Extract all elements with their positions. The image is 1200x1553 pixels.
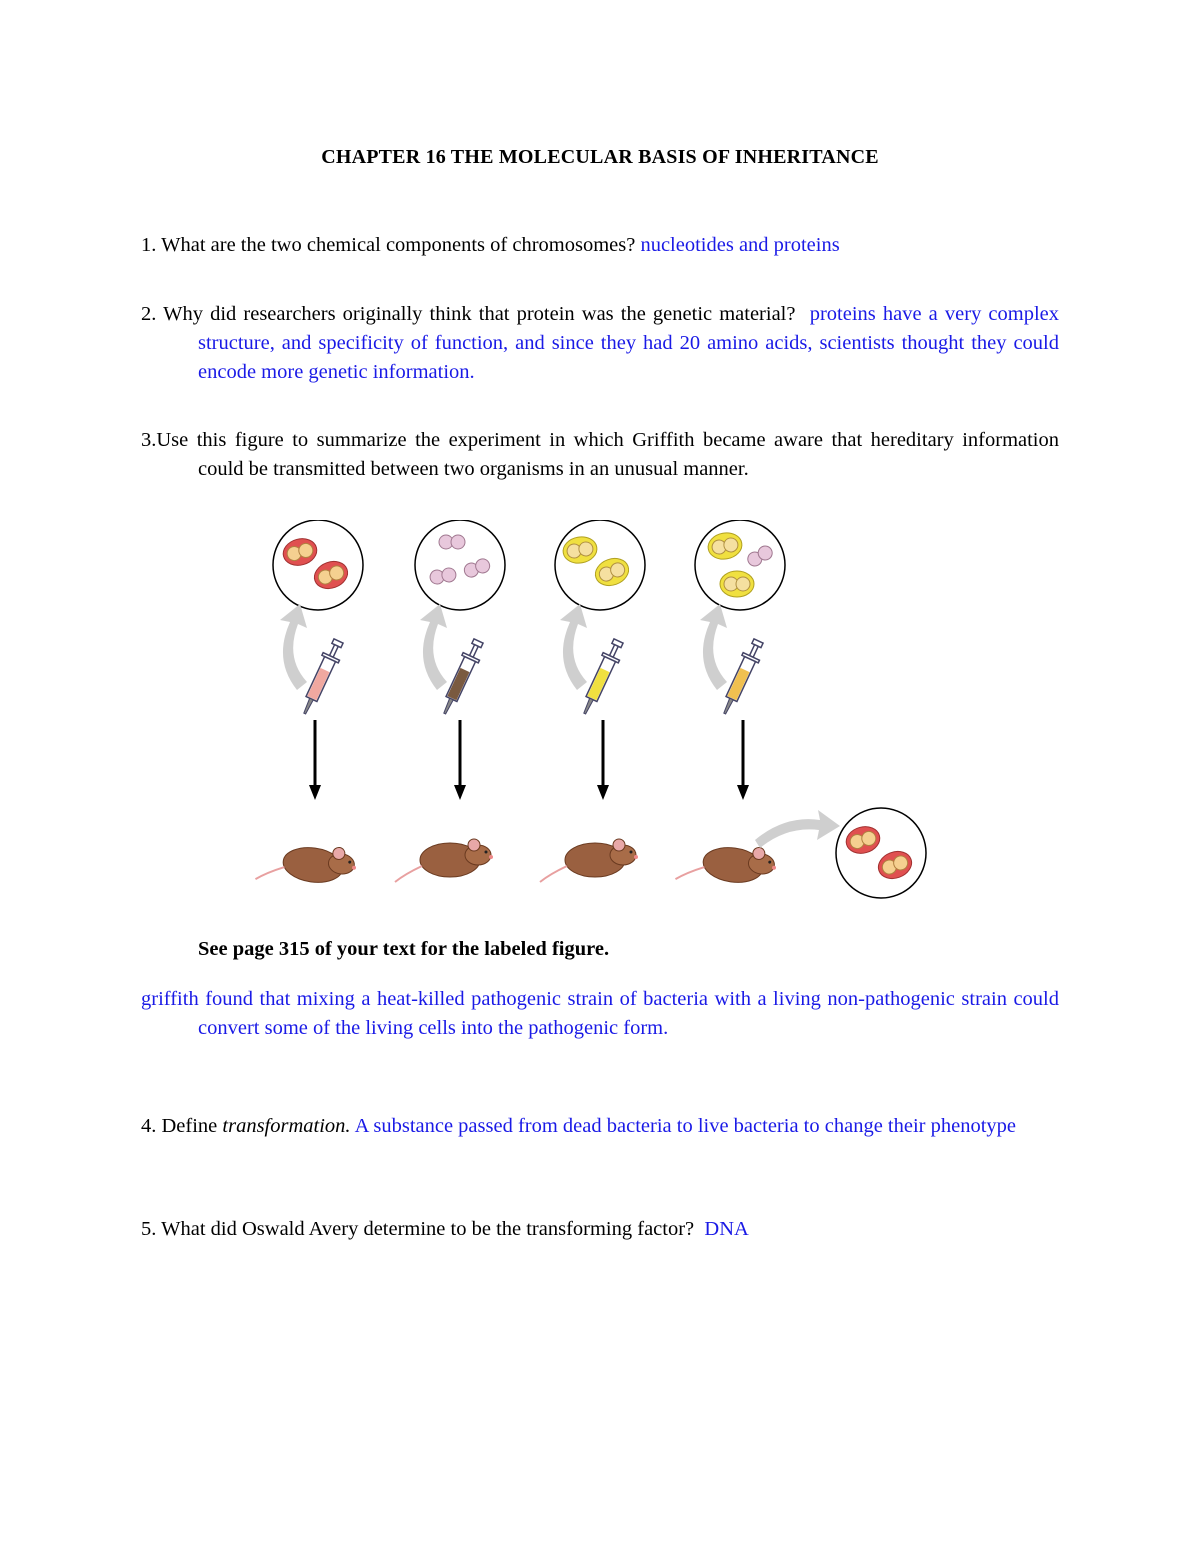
griffith-experiment-figure bbox=[255, 520, 935, 905]
question-3 bbox=[141, 426, 1059, 484]
page-title: CHAPTER 16 THE MOLECULAR BASIS OF INHERITANCE bbox=[321, 146, 879, 168]
curved-arrow-icon bbox=[280, 604, 727, 690]
question-4 bbox=[141, 1112, 1059, 1141]
culture-1-pathogenic bbox=[273, 520, 363, 610]
q4-prefix: Define bbox=[161, 1115, 218, 1137]
q5-answer: DNA bbox=[704, 1218, 749, 1240]
culture-4-mixture bbox=[695, 520, 785, 610]
figure-note: See page 315 of your text for the labeled figure. bbox=[198, 938, 610, 960]
q2-number: 2. bbox=[141, 303, 157, 325]
culture-2-nonpathogenic bbox=[415, 520, 505, 610]
question-5 bbox=[141, 1215, 1059, 1244]
question-1 bbox=[141, 231, 1059, 260]
q3-number: 3. bbox=[141, 429, 157, 451]
down-arrow-icon bbox=[309, 720, 749, 800]
q1-number: 1. bbox=[141, 234, 157, 256]
q4-term: transformation. bbox=[222, 1115, 351, 1137]
q1-text: What are the two chemical components of chromosomes? bbox=[161, 234, 636, 256]
q2-answer: proteins have a very complex structure, and specificity of function, and since they had 20 amino acids, scientists thought they could encode more genetic information. bbox=[198, 303, 1060, 383]
culture-5-recovered-pathogenic bbox=[836, 808, 926, 898]
q4-number: 4. bbox=[141, 1115, 157, 1137]
syringe-icon bbox=[297, 637, 767, 717]
q4-answer: A substance passed from dead bacteria to live bacteria to change their phenotype bbox=[354, 1115, 1016, 1137]
q5-number: 5. bbox=[141, 1218, 157, 1240]
culture-3-heat-killed bbox=[555, 520, 645, 610]
curved-arrow-icon bbox=[755, 810, 840, 848]
q5-text: What did Oswald Avery determine to be the transforming factor? bbox=[161, 1218, 695, 1240]
q3-text: Use this figure to summarize the experiment in which Griffith became aware that hereditary information could be transmitted between two organisms in an unusual manner. bbox=[156, 429, 1059, 480]
mouse-icon bbox=[255, 837, 778, 893]
question-2 bbox=[141, 300, 1059, 387]
question-3-answer: griffith found that mixing a heat-killed pathogenic strain of bacteria with a living non-pathogenic strain could convert some of the living cells into the pathogenic form. bbox=[141, 988, 1059, 1039]
q2-text: Why did researchers originally think that protein was the genetic material? bbox=[163, 303, 796, 325]
q1-answer: nucleotides and proteins bbox=[640, 234, 840, 256]
